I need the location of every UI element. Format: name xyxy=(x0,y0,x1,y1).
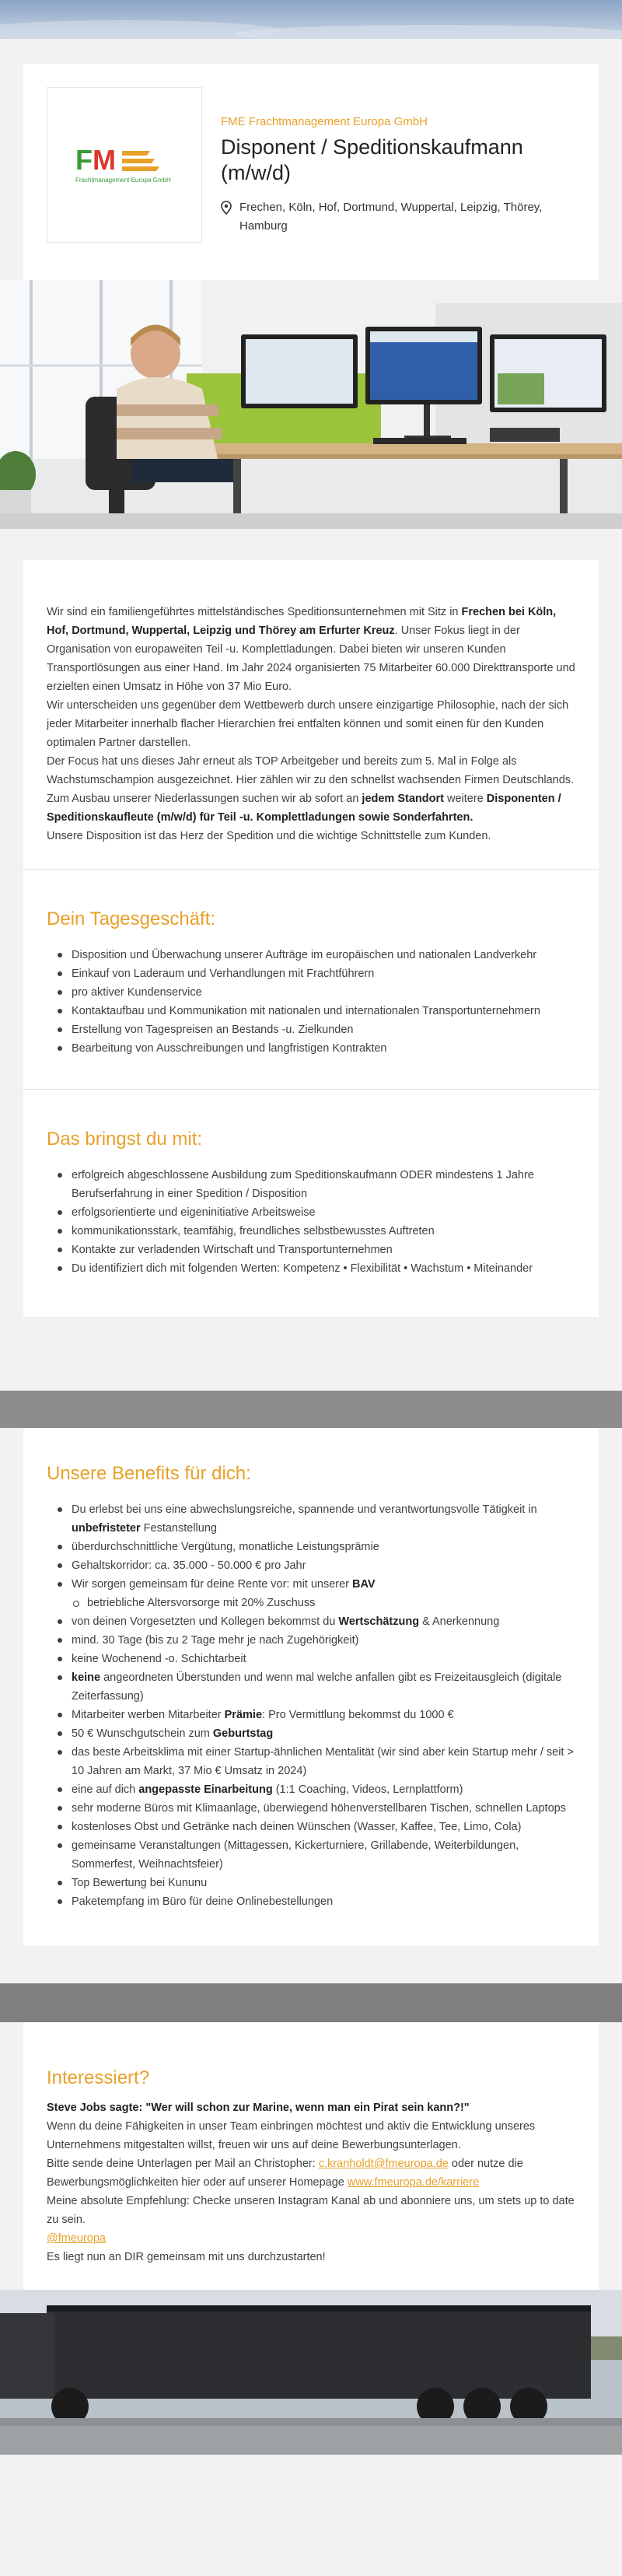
intro-paragraph: Wir unterscheiden uns gegenüber dem Wettbewerb durch unsere einzigartige Philosophie, nach der sich jeder Mitarbeiter innerhalb flacher Hierarchien frei entfalten können und somit einen für den Kunden optimalen Partner darstellen. xyxy=(47,699,569,749)
email-link[interactable]: c.kranholdt@fmeuropa.de xyxy=(318,2158,449,2170)
list-item: keine Wochenend -o. Schichtarbeit xyxy=(47,1650,575,1668)
company-name: FME Frachtmanagement Europa GmbH xyxy=(221,115,428,128)
contact-quote: Steve Jobs sagte: "Wer will schon zur Marine, wenn man ein Pirat sein kann?!" xyxy=(47,2102,470,2114)
benefits-list xyxy=(47,1500,575,1911)
job-location xyxy=(221,198,575,236)
intro-highlight: jedem Standort xyxy=(362,793,444,805)
list-item: Du identifiziert dich mit folgenden Werten: Kompetenz • Flexibilität • Wachstum • Miteinander xyxy=(47,1259,575,1278)
job-description-card xyxy=(23,560,599,1317)
intro-text: . Unser Fokus liegt in der Organisation von europaweiten Teil -u. Komplettladungen. Dabei bieten wir unseren Kunden Transportlösungen aus einer Hand. Im Jahr 2024 organisierten 75 Mitarbeiter 60.000 Direkttransporte und erzielten einen Umsatz in Höhe von 37 Mio Euro. xyxy=(47,625,575,693)
list-item: Mitarbeiter werben Mitarbeiter Prämie: Pro Vermittlung bekommst du 1000 € xyxy=(47,1706,575,1724)
contact-title: Interessiert? xyxy=(47,2067,150,2088)
list-item: Bearbeitung von Ausschreibungen und langfristigen Kontrakten xyxy=(47,1039,575,1058)
benefits-title: Unsere Benefits für dich: xyxy=(47,1463,251,1484)
list-item: Du erlebst bei uns eine abwechslungsreiche, spannende und verantwortungsvolle Tätigkeit in unbefristeter Festanstellung xyxy=(47,1500,575,1538)
truck-photo xyxy=(0,2290,622,2455)
list-item: von deinen Vorgesetzten und Kollegen bekommst du Wertschätzung & Anerkennung xyxy=(47,1612,575,1631)
list-item: kommunikationsstark, teamfähig, freundliches selbstbewusstes Auftreten xyxy=(47,1222,575,1241)
list-item: 50 € Wunschgutschein zum Geburtstag xyxy=(47,1724,575,1743)
instagram-link[interactable]: @fmeuropa xyxy=(47,2232,106,2245)
list-item: gemeinsame Veranstaltungen (Mittagessen, Kickerturniere, Grillabende, Weiterbildungen, Sommerfest, Weihnachtsfeier) xyxy=(47,1836,575,1874)
section-separator xyxy=(0,1983,622,2022)
intro-locations: Frechen bei Köln, Hof, Dortmund, Wuppertal, Leipzig und Thörey am Erfurter Kreuz xyxy=(47,606,557,637)
requirements-title: Das bringst du mit: xyxy=(47,1129,203,1150)
list-item: Gehaltskorridor: ca. 35.000 - 50.000 € pro Jahr xyxy=(47,1556,575,1575)
contact-text: Bitte sende deine Unterlagen per Mail an Christopher: c.kranholdt@fmeuropa.de oder nutze die Bewerbungsmöglichkeiten hier oder auf unserer Homepage www.fmeuropa.de/karriere xyxy=(47,2158,523,2189)
location-text: Frechen, Köln, Hof, Dortmund, Wuppertal, Leipzig, Thörey, Hamburg xyxy=(239,201,543,233)
contact-card xyxy=(23,2022,599,2290)
company-intro xyxy=(47,560,575,869)
location-pin-icon xyxy=(221,201,232,215)
intro-text: Wir sind ein familiengeführtes mittelständisches Speditionsunternehmen mit Sitz in xyxy=(47,606,462,618)
list-item: überdurchschnittliche Vergütung, monatliche Leistungsprämie xyxy=(47,1538,575,1556)
list-item: Einkauf von Laderaum und Verhandlungen mit Frachtführern xyxy=(47,964,575,983)
tasks-section xyxy=(23,870,599,1089)
job-title: Disponent / Speditionskaufmann (m/w/d) xyxy=(221,135,523,184)
svg-text:Frachtmanagement Europa GmbH: Frachtmanagement Europa GmbH xyxy=(75,177,171,184)
company-logo xyxy=(47,87,202,243)
contact-text: Meine absolute Empfehlung: Checke unseren Instagram Kanal ab und abonniere uns, um stets up to date zu sein. xyxy=(47,2195,575,2226)
intro-paragraph: Unsere Disposition ist das Herz der Spedition und die wichtige Schnittstelle zum Kunden. xyxy=(47,830,491,842)
tasks-list xyxy=(47,946,575,1058)
top-banner-image xyxy=(0,0,622,39)
list-item: kostenloses Obst und Getränke nach deinen Wünschen (Wasser, Kaffee, Tee, Limo, Cola) xyxy=(47,1818,575,1836)
benefits-section xyxy=(23,1428,599,1946)
svg-text:F: F xyxy=(75,144,93,176)
contact-section xyxy=(23,2022,599,2290)
contact-text: Wenn du deine Fähigkeiten in unser Team einbringen möchtest und aktiv die Entwicklung unseres Unternehmens mitgestalten willst, freuen wir uns auf deine Bewerbungsunterlagen. xyxy=(47,2120,536,2151)
section-separator xyxy=(0,1391,622,1428)
job-header-card xyxy=(23,64,599,280)
list-item: Kontakte zur verladenden Wirtschaft und Transportunternehmen xyxy=(47,1241,575,1259)
intro-text: Zum Ausbau unserer Niederlassungen suchen wir ab sofort an xyxy=(47,793,362,805)
list-item: Disposition und Überwachung unserer Aufträge im europäischen und nationalen Landverkehr xyxy=(47,946,575,964)
intro-paragraph: Der Focus hat uns dieses Jahr erneut als TOP Arbeitgeber und bereits zum 5. Mal in Folge als Wachstumschampion ausgezeichnet. Hier zählen wir zu den schnellst wachsenden Firmen Deutschlands. xyxy=(47,755,575,786)
list-item: Erstellung von Tagespreisen an Bestands -u. Zielkunden xyxy=(47,1020,575,1039)
list-item: eine auf dich angepasste Einarbeitung (1:1 Coaching, Videos, Lernplattform) xyxy=(47,1780,575,1799)
list-item: pro aktiver Kundenservice xyxy=(47,983,575,1002)
list-item: sehr moderne Büros mit Klimaanlage, überwiegend höhenverstellbaren Tischen, schnellen Laptops xyxy=(47,1799,575,1818)
svg-text:M: M xyxy=(93,144,116,176)
office-photo xyxy=(0,280,622,529)
requirements-section xyxy=(23,1090,599,1317)
intro-text: weitere xyxy=(443,793,487,805)
list-item: Paketempfang im Büro für deine Onlinebestellungen xyxy=(47,1892,575,1911)
list-item: Kontaktaufbau und Kommunikation mit nationalen und internationalen Transportunternehmern xyxy=(47,1002,575,1020)
homepage-link[interactable]: www.fmeuropa.de/karriere xyxy=(347,2176,480,2189)
list-item: erfolgreich abgeschlossene Ausbildung zum Speditionskaufmann ODER mindestens 1 Jahre Berufserfahrung in einer Spedition / Disposition xyxy=(47,1166,575,1203)
list-item: keine angeordneten Überstunden und wenn mal welche anfallen gibt es Freizeitausgleich (digitale Zeiterfassung) xyxy=(47,1668,575,1706)
list-item: das beste Arbeitsklima mit einer Startup-ähnlichen Mentalität (wir sind aber kein Startup mehr / seit > 10 Jahren am Markt, 37 Mio € Umsatz in 2024) xyxy=(47,1743,575,1780)
list-item: Wir sorgen gemeinsam für deine Rente vor: mit unserer BAV xyxy=(47,1575,575,1594)
list-item: Top Bewertung bei Kununu xyxy=(47,1874,575,1892)
requirements-list xyxy=(47,1166,575,1278)
contact-text: Es liegt nun an DIR gemeinsam mit uns durchzustarten! xyxy=(47,2251,326,2263)
intro-highlight: Disponenten / Speditionskaufleute (m/w/d) für Teil -u. Komplettladungen sowie Sonderfahrten. xyxy=(47,793,561,824)
list-subitem: betriebliche Altersvorsorge mit 20% Zuschuss xyxy=(47,1594,575,1612)
list-item: mind. 30 Tage (bis zu 2 Tage mehr je nach Zugehörigkeit) xyxy=(47,1631,575,1650)
benefits-card xyxy=(23,1428,599,1946)
list-item: erfolgsorientierte und eigeninitiative Arbeitsweise xyxy=(47,1203,575,1222)
tasks-title: Dein Tagesgeschäft: xyxy=(47,908,216,929)
